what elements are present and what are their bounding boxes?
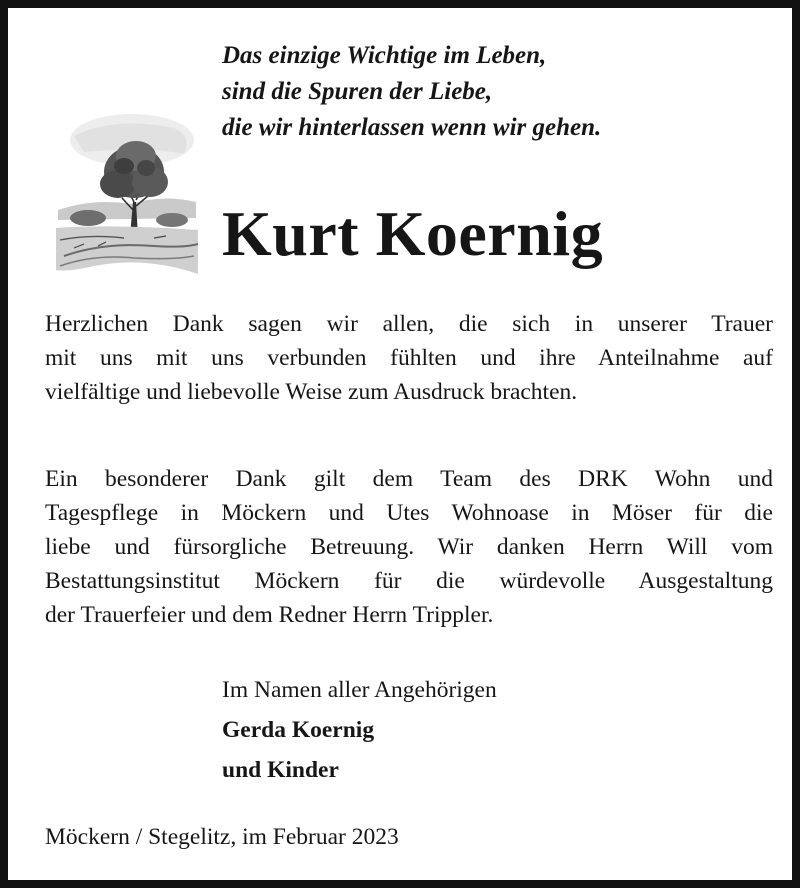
paragraph-line: liebe und fürsorgliche Betreuung. Wir danken Herrn Will vom [45, 534, 773, 560]
motto-line: sind die Spuren der Liebe, [222, 78, 493, 105]
signature-name: Gerda Koernig [222, 717, 375, 743]
signature-intro: Im Namen aller Angehörigen [222, 677, 497, 703]
paragraph-line: vielfältige und liebevolle Weise zum Ausdruck brachten. [45, 379, 578, 405]
paragraph-line: Bestattungsinstitut Möckern für die würdevolle Ausgestaltung [45, 568, 773, 594]
paragraph-line: Herzlichen Dank sagen wir allen, die sich in unserer Trauer [45, 311, 773, 337]
signature-block [222, 670, 497, 790]
paragraph-line: mit uns mit uns verbunden fühlten und ihre Anteilnahme auf [45, 345, 773, 371]
thanks-paragraph [45, 307, 773, 409]
motto-line: die wir hinterlassen wenn wir gehen. [222, 114, 602, 141]
tree-landscape-icon [54, 106, 200, 278]
motto-quote [222, 38, 782, 146]
signature-family: und Kinder [222, 757, 339, 783]
paragraph-line: Ein besonderer Dank gilt dem Team des DRK Wohn und [45, 466, 773, 492]
paragraph-line: der Trauerfeier und dem Redner Herrn Trippler. [45, 602, 494, 628]
deceased-name: Kurt Koernig [222, 198, 604, 269]
special-thanks-paragraph [45, 462, 773, 632]
motto-line: Das einzige Wichtige im Leben, [222, 42, 547, 69]
place-date: Möckern / Stegelitz, im Februar 2023 [45, 824, 399, 850]
paragraph-line: Tagespflege in Möckern und Utes Wohnoase in Möser für die [45, 500, 773, 526]
